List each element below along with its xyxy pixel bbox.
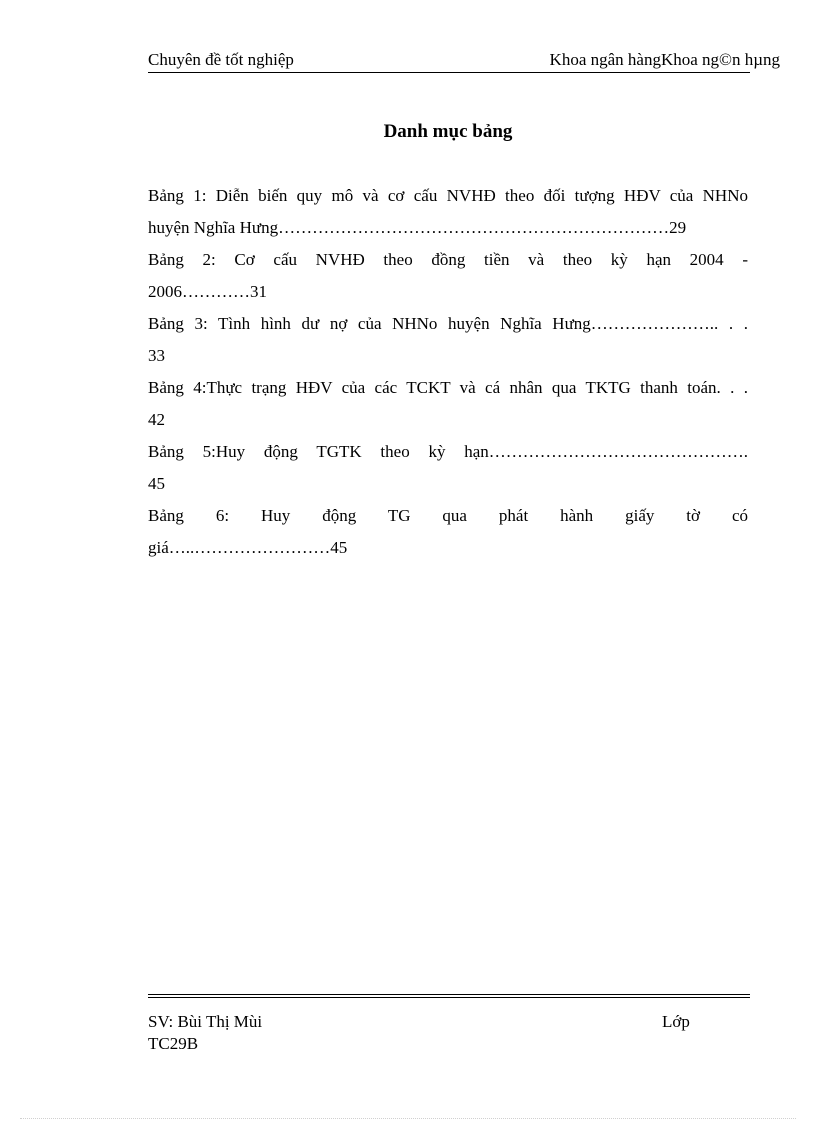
table-entry-5: Bảng 5:Huy động TGTK theo kỳ hạn……………………………………….	[148, 442, 748, 461]
header-right-text: Khoa ngân hàngKhoa ng©n hµng	[549, 50, 780, 69]
page-header	[148, 50, 780, 73]
table-entry-1: Bảng 1: Diễn biến quy mô và cơ cấu NVHĐ theo đối tượng HĐV của NHNo	[148, 186, 748, 205]
page-bottom-edge	[20, 1118, 796, 1119]
footer-student-class: TC29B	[148, 1034, 199, 1053]
table-entry-3-cont: 33	[148, 346, 165, 365]
table-entry-2-cont: 2006…………31	[148, 282, 267, 301]
footer-class-label: Lớp	[662, 1012, 690, 1031]
table-entry-3: Bảng 3: Tình hình dư nợ của NHNo huyện Nghĩa Hưng………………….. . .	[148, 314, 748, 333]
table-entry-1-cont: huyện Nghĩa Hưng……………………………………………………………29	[148, 218, 687, 237]
table-entry-5-cont: 45	[148, 474, 165, 493]
table-entry-6-cont: giá…..……………………45	[148, 538, 348, 557]
table-entry-6: Bảng 6: Huy động TG qua phát hành giấy tờ có	[148, 506, 748, 525]
header-left-text: Chuyên đề tốt nghiệp	[148, 50, 294, 69]
table-entry-2: Bảng 2: Cơ cấu NVHĐ theo đồng tiền và theo kỳ hạn 2004 -	[148, 250, 748, 269]
table-entry-4-cont: 42	[148, 410, 165, 429]
footer-student-name: SV: Bùi Thị Mùi	[148, 1012, 263, 1031]
footer-student	[148, 1011, 262, 1055]
page-title: Danh mục bảng	[383, 121, 513, 142]
table-list	[148, 180, 748, 564]
table-entry-4: Bảng 4:Thực trạng HĐV của các TCKT và cá nhân qua TKTG thanh toán. . .	[148, 378, 748, 397]
footer-double-rule	[148, 994, 750, 998]
